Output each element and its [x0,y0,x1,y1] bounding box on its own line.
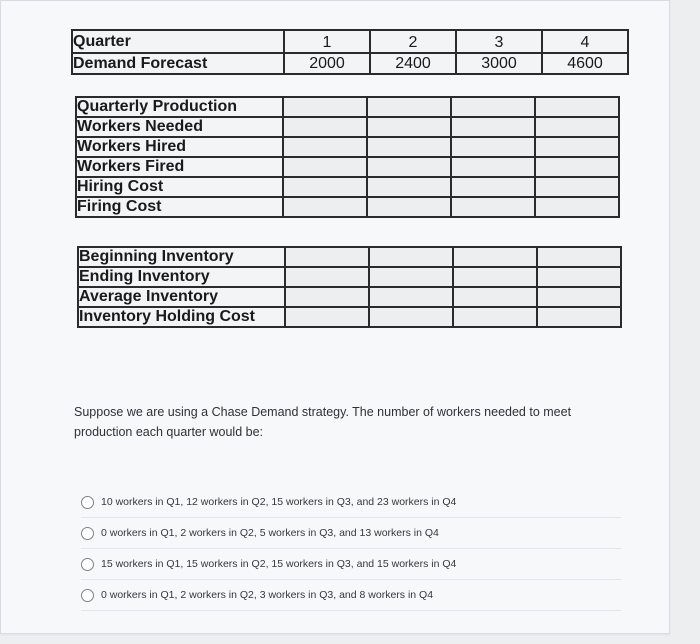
empty-cell [451,197,535,217]
empty-cell [369,307,453,327]
empty-cell [283,197,367,217]
table-row [76,97,619,117]
row-label: Workers Needed [76,117,283,137]
quarter-4: 4 [542,30,628,53]
empty-cell [537,307,621,327]
inventory-table [77,246,622,328]
empty-cell [285,267,369,287]
empty-cell [537,267,621,287]
empty-cell [537,287,621,307]
answer-options [81,487,621,611]
demand-q2: 2400 [370,53,456,74]
workforce-table [75,96,620,218]
answer-option[interactable] [81,487,621,518]
demand-q1: 2000 [284,53,370,74]
empty-cell [367,157,451,177]
empty-cell [367,117,451,137]
empty-cell [367,197,451,217]
row-label: Ending Inventory [78,267,285,287]
quarter-row [72,30,628,53]
empty-cell [285,307,369,327]
demand-forecast-label: Demand Forecast [72,53,284,74]
option-label[interactable]: 0 workers in Q1, 2 workers in Q2, 3 workers in Q3, and 8 workers in Q4 [101,589,434,601]
empty-cell [283,117,367,137]
radio-button[interactable] [81,589,94,602]
row-label: Workers Hired [76,137,283,157]
demand-q3: 3000 [456,53,542,74]
empty-cell [451,157,535,177]
empty-cell [367,177,451,197]
empty-cell [453,287,537,307]
empty-cell [369,267,453,287]
radio-button[interactable] [81,496,94,509]
table-row [76,137,619,157]
empty-cell [535,97,619,117]
option-label[interactable]: 10 workers in Q1, 12 workers in Q2, 15 workers in Q3, and 23 workers in Q4 [101,496,457,508]
empty-cell [451,137,535,157]
table-row [76,177,619,197]
empty-cell [451,117,535,137]
empty-cell [369,287,453,307]
row-label: Average Inventory [78,287,285,307]
table-row [76,117,619,137]
row-label: Quarterly Production [76,97,283,117]
empty-cell [285,247,369,267]
radio-button[interactable] [81,527,94,540]
empty-cell [283,177,367,197]
empty-cell [283,157,367,177]
demand-forecast-table [71,29,629,75]
quarter-2: 2 [370,30,456,53]
empty-cell [451,177,535,197]
answer-option[interactable] [81,518,621,549]
empty-cell [369,247,453,267]
empty-cell [367,97,451,117]
option-label[interactable]: 0 workers in Q1, 2 workers in Q2, 5 workers in Q3, and 13 workers in Q4 [101,527,439,539]
empty-cell [285,287,369,307]
answer-option[interactable] [81,580,621,611]
table-row [78,307,621,327]
empty-cell [453,307,537,327]
empty-cell [537,247,621,267]
table-row [76,157,619,177]
question-text: Suppose we are using a Chase Demand strategy. The number of workers needed to meet production each quarter would be: [74,405,572,439]
empty-cell [453,267,537,287]
answer-option[interactable] [81,549,621,580]
empty-cell [535,117,619,137]
table-row [76,197,619,217]
empty-cell [535,157,619,177]
empty-cell [453,247,537,267]
radio-button[interactable] [81,558,94,571]
quarter-label: Quarter [72,30,284,53]
empty-cell [367,137,451,157]
option-label[interactable]: 15 workers in Q1, 15 workers in Q2, 15 workers in Q3, and 15 workers in Q4 [101,558,457,570]
quarter-3: 3 [456,30,542,53]
row-label: Firing Cost [76,197,283,217]
demand-q4: 4600 [542,53,628,74]
row-label: Inventory Holding Cost [78,307,285,327]
row-label: Hiring Cost [76,177,283,197]
empty-cell [535,197,619,217]
row-label: Beginning Inventory [78,247,285,267]
empty-cell [535,177,619,197]
table-row [78,287,621,307]
demand-forecast-row [72,53,628,74]
quarter-1: 1 [284,30,370,53]
table-row [78,267,621,287]
empty-cell [283,97,367,117]
empty-cell [535,137,619,157]
empty-cell [283,137,367,157]
empty-cell [451,97,535,117]
table-row [78,247,621,267]
row-label: Workers Fired [76,157,283,177]
